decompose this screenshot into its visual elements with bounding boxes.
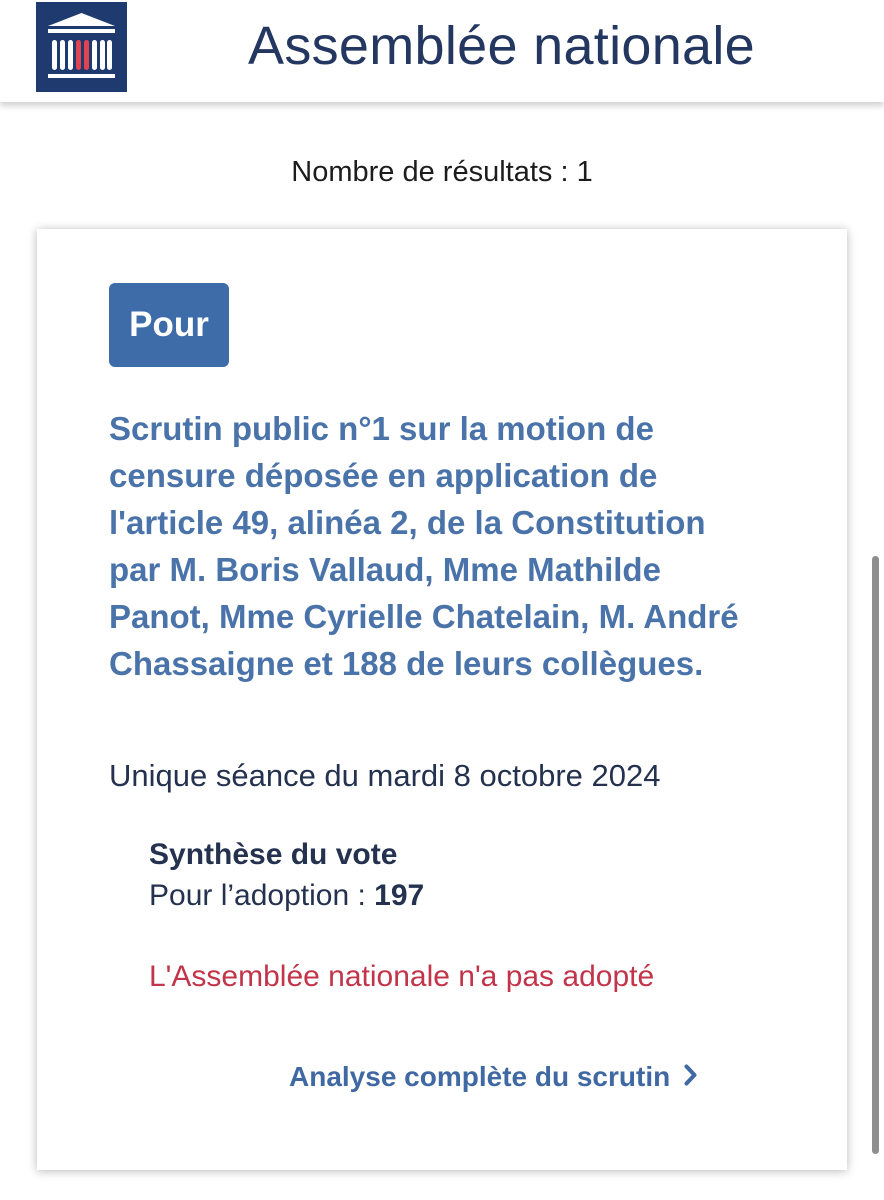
vote-position-badge: Pour [109,283,229,367]
scrollbar[interactable] [872,556,879,1154]
synthesis-title: Synthèse du vote [149,838,398,871]
adoption-line [149,875,424,917]
vote-result: L'Assemblée nationale n'a pas adopté [149,960,655,993]
results-count: Nombre de résultats : 1 [291,156,593,188]
scrutin-card [37,229,847,1170]
chevron-right-icon [684,1057,698,1097]
site-header [0,0,884,102]
adoption-label: Pour l’adoption : [149,879,375,912]
full-analysis-label: Analyse complète du scrutin [289,1061,671,1092]
vote-synthesis [149,835,424,917]
scrutin-title-link[interactable]: Scrutin public n°1 sur la motion de censure déposée en application de l'article 49, alinéa 2, de la Constitution par M. Boris Vallaud, Mme Mathilde Panot, Mme Cyrielle Chatelain, M. André Chassaigne et 188 de leurs collègues. [109,410,739,682]
seance-date: Unique séance du mardi 8 octobre 2024 [109,758,661,793]
assemblee-nationale-logo-icon[interactable] [36,2,127,92]
full-analysis-link[interactable] [289,1057,698,1097]
adoption-count: 197 [374,879,425,912]
site-title[interactable]: Assemblée nationale [248,16,756,76]
